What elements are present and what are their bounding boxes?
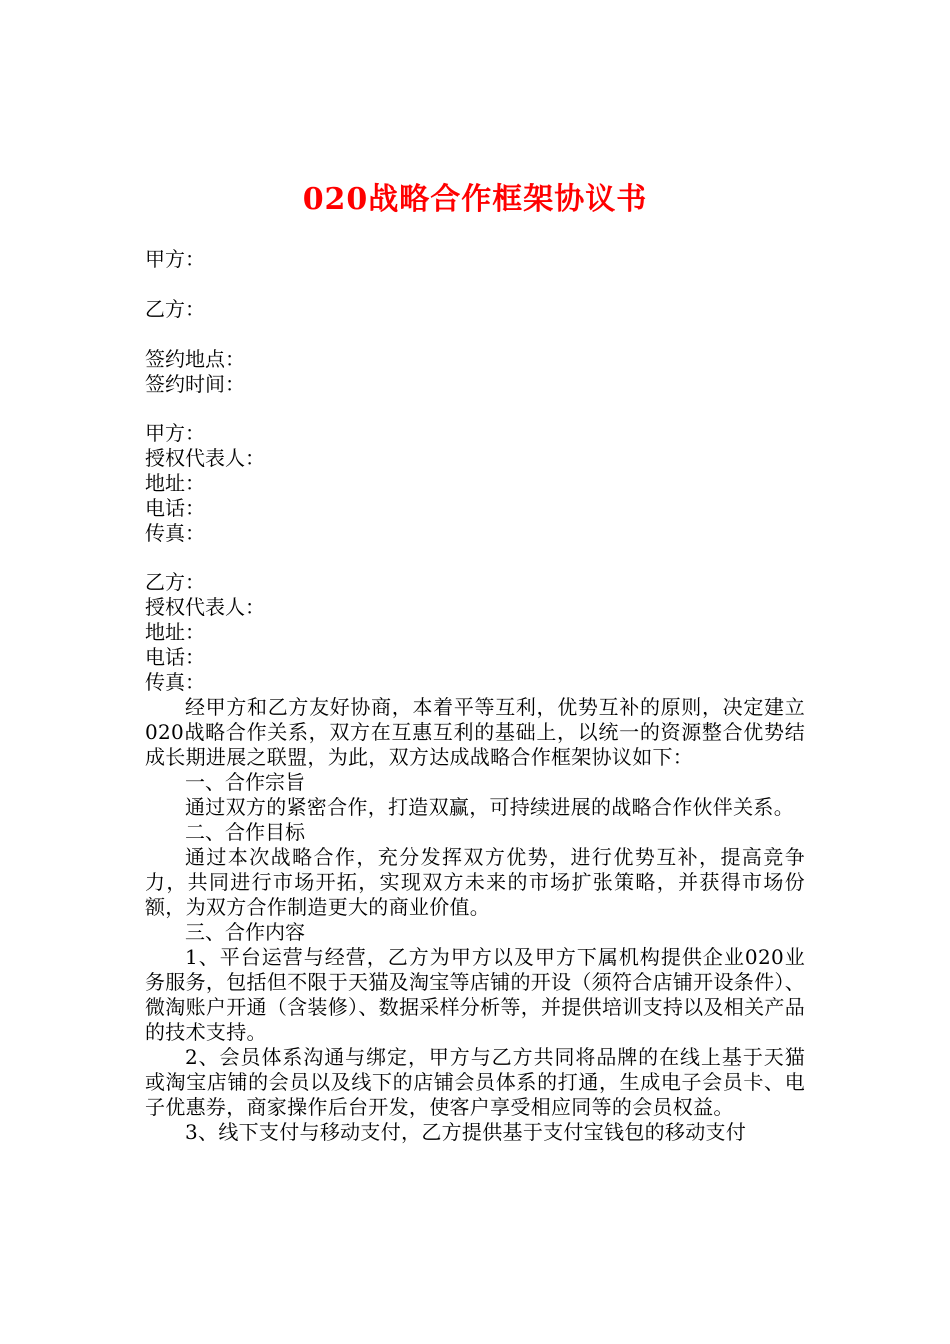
spacer [145, 272, 805, 297]
party-a-block-phone: 电话： [145, 496, 205, 520]
spacer [145, 546, 805, 570]
party-a-block-party: 甲方： [145, 421, 205, 445]
section-3-item-2: 2、会员体系沟通与绑定，甲方与乙方共同将品牌的在线上基于天猫或淘宝店铺的会员以及线下的店铺会员体系的打通，生成电子会员卡、电子优惠券，商家操作后台开发，使客户享受相应同等的会员权益。 [145, 1045, 805, 1119]
party-a-block-fax: 传真： [145, 521, 205, 545]
intro-paragraph: 经甲方和乙方友好协商，本着平等互利，优势互补的原则，决定建立020战略合作关系，双方在互惠互利的基础上，以统一的资源整合优势结成长期进展之联盟，为此，双方达成战略合作框架协议如下： [145, 695, 805, 769]
party-b-block-fax: 传真： [145, 670, 205, 694]
document-title: 020战略合作框架协议书 [302, 182, 648, 217]
section-1-body: 通过双方的紧密合作，打造双赢，可持续进展的战略合作伙伴关系。 [185, 795, 794, 819]
spacer [145, 322, 805, 347]
party-b-block-phone: 电话： [145, 645, 205, 669]
section-1-heading: 一、合作宗旨 [185, 770, 305, 794]
party-b-block-address: 地址： [145, 620, 205, 644]
section-2-body: 通过本次战略合作，充分发挥双方优势，进行优势互补，提高竞争力，共同进行市场开拓，实现双方未来的市场扩张策略，并获得市场份额，为双方合作制造更大的商业价值。 [145, 845, 805, 919]
sign-time-line: 签约时间： [145, 372, 245, 396]
party-b-line: 乙方： [145, 297, 205, 321]
section-2-heading: 二、合作目标 [185, 820, 305, 844]
party-a-line: 甲方： [145, 247, 205, 271]
party-b-block-representative: 授权代表人： [145, 595, 265, 619]
spacer [145, 397, 805, 421]
document-body [145, 247, 805, 1145]
section-3-item-3: 3、线下支付与移动支付，乙方提供基于支付宝钱包的移动支付 [185, 1120, 747, 1144]
party-a-block-representative: 授权代表人： [145, 446, 265, 470]
sign-place-line: 签约地点： [145, 347, 245, 371]
party-a-block-address: 地址： [145, 471, 205, 495]
section-3-heading: 三、合作内容 [185, 920, 305, 944]
party-b-block-party: 乙方： [145, 570, 205, 594]
section-3-item-1: 1、平台运营与经营，乙方为甲方以及甲方下属机构提供企业020业务服务，包括但不限于天猫及淘宝等店铺的开设（须符合店铺开设条件）、微淘账户开通（含装修）、数据采样分析等，并提供培训支持以及相关产品的技术支持。 [145, 945, 805, 1044]
